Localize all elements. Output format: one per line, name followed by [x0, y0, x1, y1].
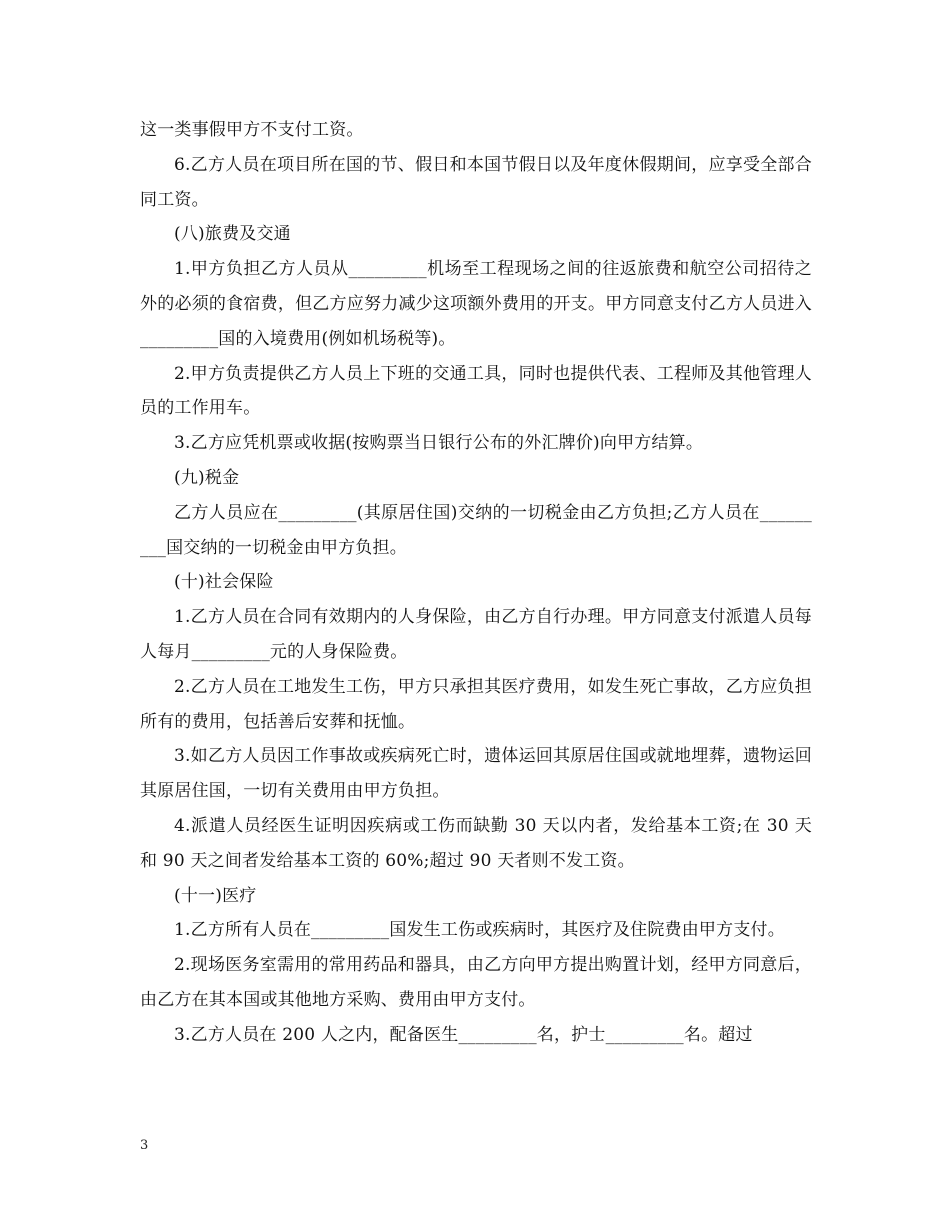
paragraph-1: 这一类事假甲方不支付工资。 — [140, 120, 364, 140]
section-heading-travel: (八)旅费及交通 — [174, 224, 291, 245]
paragraph-10: 1.乙方人员在合同有效期内的人身保险，由乙方自行办理。甲方同意支付派遣人员每人每月_________元的人身保险费。 — [140, 607, 812, 662]
section-heading-social-insurance: (十)社会保险 — [174, 572, 274, 593]
paragraph-13: 4.派遣人员经医生证明因疾病或工伤而缺勤 30 天以内者，发给基本工资;在 30 天和 90 天之间者发给基本工资的 60%;超过 90 天者则不发工资。 — [140, 815, 812, 871]
paragraph-2: 6.乙方人员在项目所在国的节、假日和本国节假日以及年度休假期间，应享受全部合同工资。 — [140, 154, 812, 210]
document-body — [140, 113, 812, 1053]
paragraph-16: 2.现场医务室需用的常用药品和器具，由乙方向甲方提出购置计划，经甲方同意后，由乙方在其本国或其他地方采购、费用由甲方支付。 — [140, 955, 812, 1010]
paragraph-6: 3.乙方应凭机票或收据(按购票当日银行公布的外汇牌价)向甲方结算。 — [174, 433, 704, 454]
paragraph-11: 2.乙方人员在工地发生工伤，甲方只承担其医疗费用，如发生死亡事故，乙方应负担所有的费用，包括善后安葬和抚恤。 — [140, 676, 812, 732]
page-number: 3 — [140, 1138, 149, 1153]
section-heading-medical: (十一)医疗 — [174, 885, 257, 906]
paragraph-4: 1.甲方负担乙方人员从_________机场至工程现场之间的往返旅费和航空公司招待之外的必须的食宿费，但乙方应努力减少这项额外费用的开支。甲方同意支付乙方人员进入_________国的入境费用(例如机场税等)。 — [140, 259, 812, 349]
paragraph-5: 2.甲方负责提供乙方人员上下班的交通工具，同时也提供代表、工程师及其他管理人员的工作用车。 — [140, 363, 812, 419]
paragraph-17: 3.乙方人员在 200 人之内，配备医生_________名，护士_________名。超过 — [174, 1024, 753, 1045]
paragraph-15: 1.乙方所有人员在_________国发生工伤或疾病时，其医疗及住院费由甲方支付。 — [174, 920, 785, 941]
paragraph-12: 3.如乙方人员因工作事故或疾病死亡时，遗体运回其原居住国或就地埋葬，遗物运回其原居住国，一切有关费用由甲方负担。 — [140, 746, 812, 802]
section-heading-tax: (九)税金 — [174, 467, 240, 488]
paragraph-8: 乙方人员应在_________(其原居住国)交纳的一切税金由乙方负担;乙方人员在_________国交纳的一切税金由甲方负担。 — [140, 502, 812, 558]
